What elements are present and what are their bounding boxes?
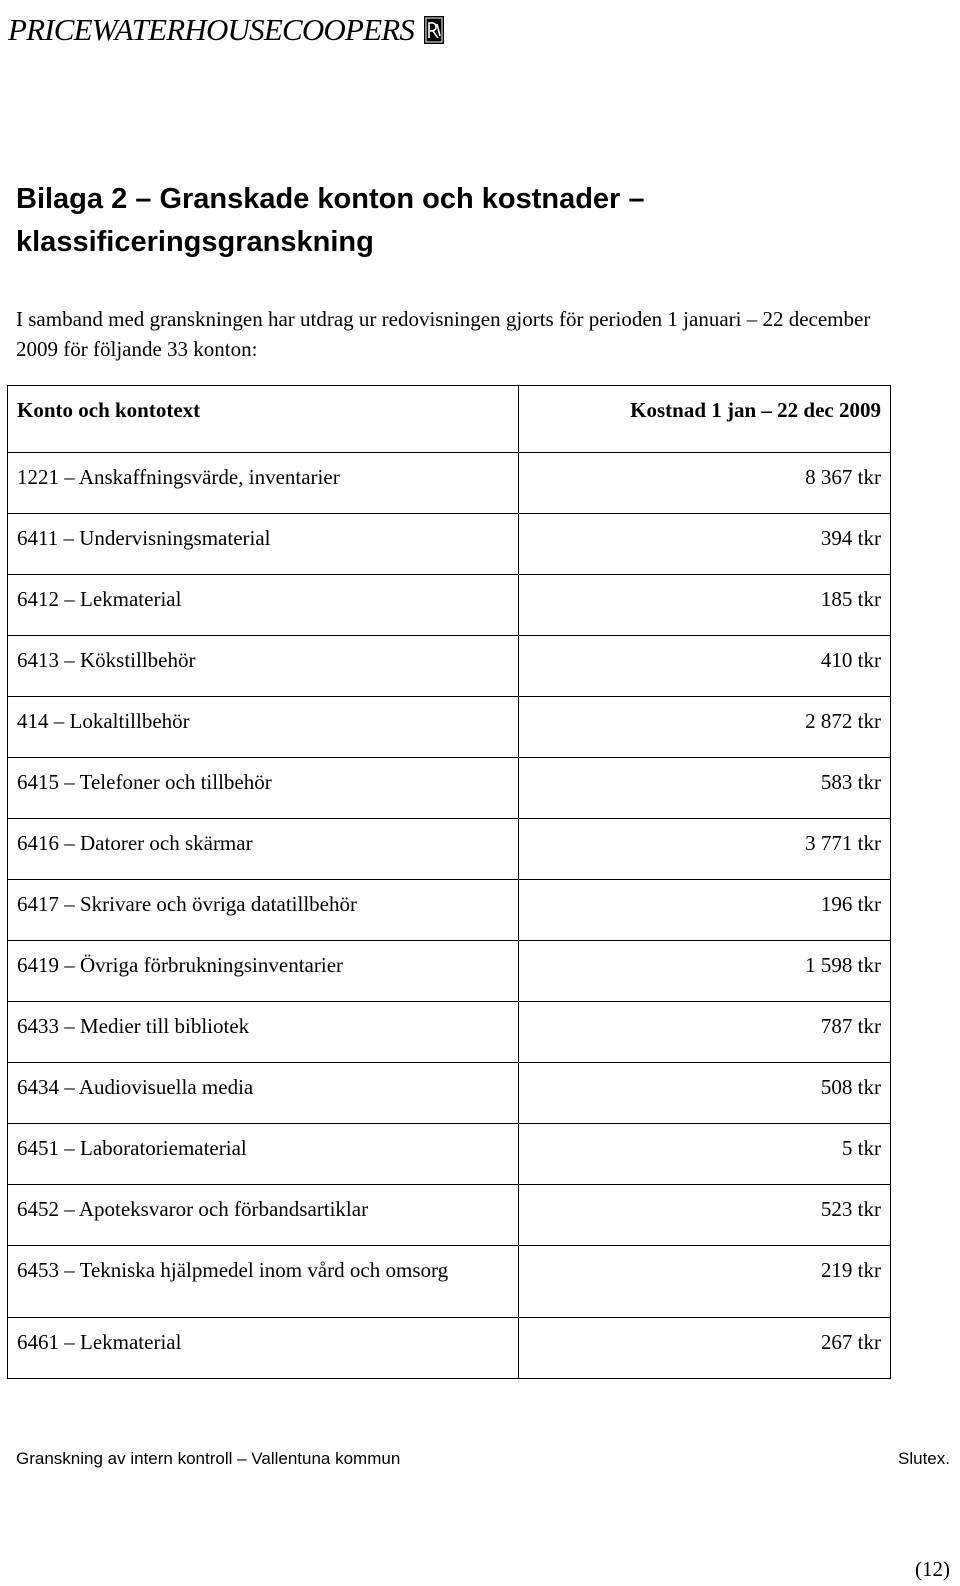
page-title: Bilaga 2 – Granskade konton och kostnader – klassificeringsgranskning — [16, 183, 645, 258]
account-cell: 6434 – Audiovisuella media — [8, 1063, 519, 1124]
table-body — [8, 453, 891, 1379]
cost-cell: 1 598 tkr — [519, 941, 891, 1002]
accounts-table-container — [7, 385, 890, 1402]
account-cell: 414 – Lokaltillbehör — [8, 697, 519, 758]
accounts-table — [7, 385, 891, 1379]
cost-cell: 8 367 tkr — [519, 453, 891, 514]
footer-report-title: Granskning av intern kontroll – Vallentuna kommun — [16, 1449, 401, 1468]
account-cell: 6451 – Laboratoriematerial — [8, 1124, 519, 1185]
table-row — [8, 453, 891, 514]
pwc-seal-icon — [424, 16, 444, 44]
account-cell: 6412 – Lekmaterial — [8, 575, 519, 636]
account-cell: 6452 – Apoteksvaror och förbandsartiklar — [8, 1185, 519, 1246]
logo-wordmark: PRICEWATERHOUSECOOPERS — [8, 12, 415, 47]
table-row — [8, 575, 891, 636]
table-row — [8, 1318, 891, 1379]
account-cell: 6461 – Lekmaterial — [8, 1318, 519, 1379]
account-cell: 6415 – Telefoner och tillbehör — [8, 758, 519, 819]
cost-cell: 196 tkr — [519, 880, 891, 941]
table-row — [8, 636, 891, 697]
table-header-row — [8, 386, 891, 453]
company-logo — [8, 6, 444, 48]
account-cell: 6417 – Skrivare och övriga datatillbehör — [8, 880, 519, 941]
cost-cell: 219 tkr — [519, 1246, 891, 1318]
cost-cell: 508 tkr — [519, 1063, 891, 1124]
account-cell: 1221 – Anskaffningsvärde, inventarier — [8, 453, 519, 514]
table-row — [8, 880, 891, 941]
footer-status: Slutex. — [898, 1449, 950, 1468]
account-cell: 6413 – Kökstillbehör — [8, 636, 519, 697]
table-row — [8, 697, 891, 758]
cost-cell: 3 771 tkr — [519, 819, 891, 880]
cost-cell: 583 tkr — [519, 758, 891, 819]
table-row — [8, 819, 891, 880]
account-cell: 6433 – Medier till bibliotek — [8, 1002, 519, 1063]
table-row — [8, 1185, 891, 1246]
cost-cell: 523 tkr — [519, 1185, 891, 1246]
table-row — [8, 514, 891, 575]
table-row — [8, 1002, 891, 1063]
account-cell: 6416 – Datorer och skärmar — [8, 819, 519, 880]
cost-cell: 410 tkr — [519, 636, 891, 697]
table-row — [8, 941, 891, 1002]
page-number: (12) — [915, 1557, 950, 1581]
cost-cell: 394 tkr — [519, 514, 891, 575]
table-row — [8, 1124, 891, 1185]
account-cell: 6419 – Övriga förbrukningsinventarier — [8, 941, 519, 1002]
account-cell: 6411 – Undervisningsmaterial — [8, 514, 519, 575]
table-row — [8, 758, 891, 819]
intro-paragraph: I samband med granskningen har utdrag ur redovisningen gjorts för perioden 1 januari – 22 december 2009 för följande 33 konton: — [16, 307, 871, 361]
account-cell: 6453 – Tekniska hjälpmedel inom vård och omsorg — [8, 1246, 519, 1318]
cost-cell: 787 tkr — [519, 1002, 891, 1063]
cost-cell: 2 872 tkr — [519, 697, 891, 758]
column-header-account: Konto och kontotext — [8, 386, 519, 453]
table-row — [8, 1246, 891, 1318]
cost-cell: 5 tkr — [519, 1124, 891, 1185]
column-header-cost: Kostnad 1 jan – 22 dec 2009 — [519, 386, 891, 453]
cost-cell: 185 tkr — [519, 575, 891, 636]
cost-cell: 267 tkr — [519, 1318, 891, 1379]
table-row — [8, 1063, 891, 1124]
